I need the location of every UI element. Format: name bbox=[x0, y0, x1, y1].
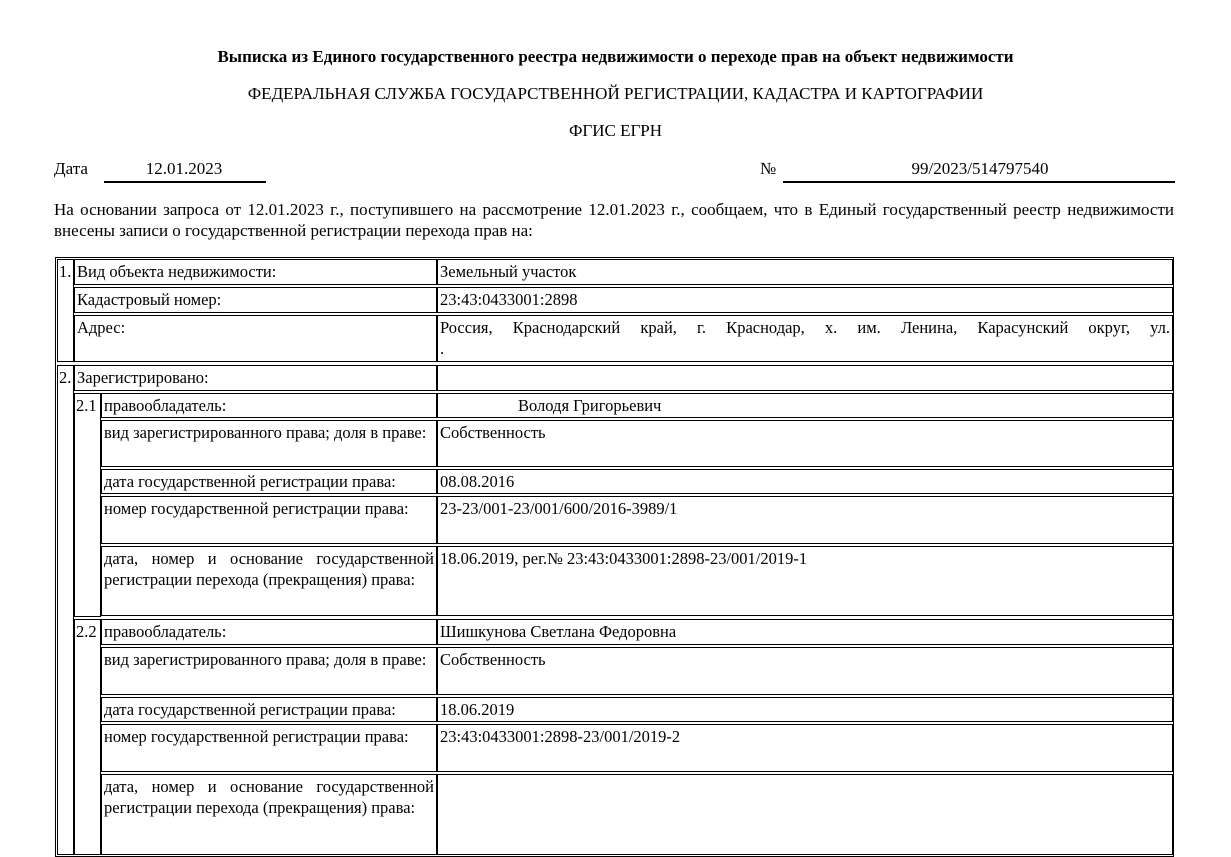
holder-2-1-value: Володя Григорьевич bbox=[437, 393, 1173, 418]
agency-name: ФЕДЕРАЛЬНАЯ СЛУЖБА ГОСУДАРСТВЕННОЙ РЕГИСТРАЦИИ, КАДАСТРА И КАРТОГРАФИИ bbox=[247, 84, 984, 103]
holder-2-1-reg-number-label: номер государственной регистрации права: bbox=[101, 496, 437, 544]
holder-2-2-reg-number-label: номер государственной регистрации права: bbox=[101, 724, 437, 772]
document-title: Выписка из Единого государственного реестра недвижимости о переходе прав на объект недвижимости bbox=[217, 47, 1014, 66]
holder-2-2-right-type-label: вид зарегистрированного права; доля в праве: bbox=[101, 647, 437, 695]
number-value: 99/2023/514797540 bbox=[911, 159, 1049, 178]
holder-2-2-transfer-value bbox=[437, 774, 1173, 855]
redacted-surname bbox=[440, 399, 518, 415]
cadastral-value: 23:43:0433001:2898 bbox=[437, 287, 1173, 313]
section-2-number: 2. bbox=[57, 365, 74, 855]
holder-2-2-reg-date-label: дата государственной регистрации права: bbox=[101, 697, 437, 722]
section-2-empty bbox=[437, 365, 1173, 391]
holder-2-2-reg-date-value: 18.06.2019 bbox=[437, 697, 1173, 722]
holder-2-1-reg-number-value: 23-23/001-23/001/600/2016-3989/1 bbox=[437, 496, 1173, 544]
holder-2-1-label: правообладатель: bbox=[101, 393, 437, 418]
holder-2-2-value: Шишкунова Светлана Федоровна bbox=[437, 619, 1173, 645]
holder-2-1-reg-date-label: дата государственной регистрации права: bbox=[101, 469, 437, 494]
number-underline bbox=[783, 181, 1175, 183]
cadastral-label: Кадастровый номер: bbox=[74, 287, 437, 313]
system-name: ФГИС ЕГРН bbox=[568, 121, 663, 140]
address-label: Адрес: bbox=[74, 315, 437, 362]
holder-2-1-number: 2.1 bbox=[74, 393, 101, 617]
holder-2-2-transfer-label: дата, номер и основание государственной регистрации перехода (прекращения) права: bbox=[101, 774, 437, 855]
holder-2-1-right-type-value: Собственность bbox=[437, 420, 1173, 467]
holder-2-1-reg-date-value: 08.08.2016 bbox=[437, 469, 1173, 494]
date-label: Дата bbox=[54, 159, 88, 178]
address-line-2: . bbox=[440, 339, 445, 358]
holder-2-2-reg-number-value: 23:43:0433001:2898-23/001/2019-2 bbox=[437, 724, 1173, 772]
holder-2-1-transfer-label: дата, номер и основание государственной регистрации перехода (прекращения) права: bbox=[101, 546, 437, 616]
holder-2-1-right-type-label: вид зарегистрированного права; доля в праве: bbox=[101, 420, 437, 467]
number-label: № bbox=[760, 159, 777, 178]
holder-2-1-transfer-value: 18.06.2019, рег.№ 23:43:0433001:2898-23/001/2019-1 bbox=[437, 546, 1173, 616]
date-value: 12.01.2023 bbox=[145, 159, 223, 178]
section-2-label: Зарегистрировано: bbox=[74, 365, 437, 391]
intro-text: На основании запроса от 12.01.2023 г., поступившего на рассмотрение 12.01.2023 г., сообщаем, что в Единый государственный реестр недвижимости внесены записи о государственной регистрации перехода прав на: bbox=[54, 200, 1174, 240]
date-underline bbox=[104, 181, 266, 183]
object-type-value: Земельный участок bbox=[437, 259, 1173, 285]
object-type-label: Вид объекта недвижимости: bbox=[74, 259, 437, 285]
holder-2-2-right-type-value: Собственность bbox=[437, 647, 1173, 695]
holder-2-2-label: правообладатель: bbox=[101, 619, 437, 645]
section-1-number: 1. bbox=[57, 259, 74, 362]
holder-2-2-number: 2.2 bbox=[74, 619, 101, 855]
address-line-1: Россия, Краснодарский край, г. Краснодар, х. им. Ленина, Карасунский округ, ул. bbox=[440, 318, 1170, 337]
address-value bbox=[437, 315, 1173, 362]
